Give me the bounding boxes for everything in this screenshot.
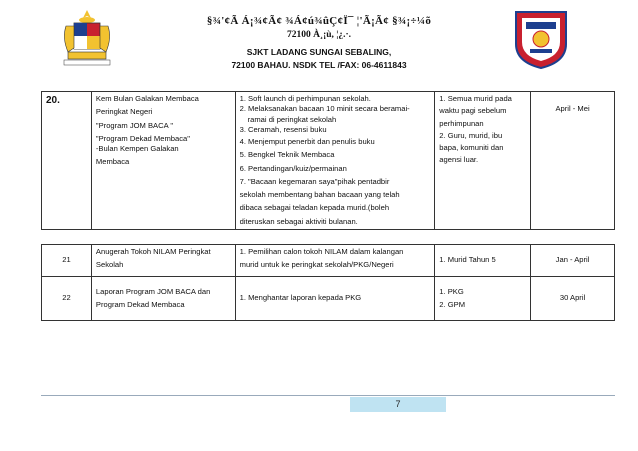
activity-line: dibaca sebagai teladan kepada murid.(boleh — [239, 203, 390, 213]
row-number: 22 — [42, 277, 92, 321]
school-address: 72100 BAHAU. NSDK TEL /FAX: 06-4611843 — [231, 60, 407, 70]
program-line: -Bulan Kempen Galakan — [95, 144, 179, 153]
activity-line: diteruskan sebagai aktiviti bulanan. — [239, 216, 358, 226]
activities-cell — [235, 92, 435, 230]
school-badge-icon — [512, 8, 570, 70]
activity-line: 5. Bengkel Teknik Membaca — [239, 150, 335, 160]
target-line: 2. GPM — [439, 300, 466, 309]
activity-line: murid untuk ke peringkat sekolah/PKG/Negeri — [239, 260, 394, 270]
school-name: SJKT LADANG SUNGAI SEBALING, — [246, 47, 392, 57]
target-cell — [435, 277, 531, 321]
program-table-2 — [41, 244, 615, 321]
activity-line: 3. Ceramah, resensi buku — [239, 124, 327, 134]
time-cell: April - Mei — [531, 92, 615, 230]
target-line: 2. Guru, murid, ibu — [439, 130, 503, 140]
row-number: 20. — [42, 92, 92, 230]
program-line: Program Dekad Membaca — [95, 300, 185, 309]
activity-line: sekolah membentang bahan bacaan yang telah — [239, 190, 400, 199]
target-cell — [435, 92, 531, 230]
program-line: Membaca — [95, 157, 130, 167]
target-cell — [435, 245, 531, 277]
time-cell: Jan - April — [531, 245, 615, 277]
program-line: Peringkat Negeri — [95, 107, 153, 117]
footer-divider — [41, 395, 615, 396]
target-line: bapa, komuniti dan — [439, 143, 504, 152]
target-line: 1. PKG — [439, 286, 464, 296]
activity-line: 1. Menghantar laporan kepada PKG — [239, 293, 362, 303]
program-line: Anugerah Tokoh NILAM Peringkat — [95, 247, 211, 256]
postcode-line-tamil: 72100 À¸¡ù, ¦¿.·. — [286, 30, 352, 40]
activity-line: 2. Melaksanakan bacaan 10 minit secara beramai- — [239, 104, 410, 114]
program-line: Laporan Program JOM BACA dan — [95, 286, 211, 296]
activity-line: 1. Pemilihan calon tokoh NILAM dalam kalangan — [239, 247, 404, 256]
table-row — [42, 245, 615, 277]
target-line: waktu pagi sebelum — [439, 106, 507, 116]
row-number: 21 — [42, 245, 92, 277]
program-name-cell — [91, 277, 235, 321]
activity-line: 4. Menjemput penerbit dan penulis buku — [239, 137, 375, 146]
program-line: Kem Bulan Galakan Membaca — [95, 94, 199, 103]
program-line: Sekolah — [95, 260, 124, 270]
table-row — [42, 92, 615, 230]
target-line: perhimpunan — [439, 118, 484, 128]
time-cell: 30 April — [531, 277, 615, 321]
activity-line: ramai di peringkat sekolah — [247, 114, 337, 124]
target-line: 1. Semua murid pada — [439, 94, 512, 103]
program-line: "Program Dekad Membaca" — [95, 133, 190, 143]
target-line: 1. Murid Tahun 5 — [439, 255, 496, 265]
program-name-cell — [91, 92, 235, 230]
letterhead — [0, 0, 638, 76]
activity-line: 7. "Bacaan kegemaran saya"pihak pentadbir — [239, 176, 390, 186]
program-name-cell — [91, 245, 235, 277]
school-name-tamil: §¾'¢Ã Á¡¾¢Ã¢ ¾Á¢ú¾ûÇ¢Ï¯ ¦'Ã¡Ã¢ §¾¡÷¼õ — [206, 15, 432, 27]
program-table-1 — [41, 91, 615, 230]
activity-line: 1. Soft launch di perhimpunan sekolah. — [239, 94, 371, 103]
target-line: agensi luar. — [439, 155, 479, 165]
activities-cell — [235, 277, 435, 321]
page-number: 7 — [350, 397, 446, 412]
table-row — [42, 277, 615, 321]
program-line: "Program JOM BACA " — [95, 120, 174, 130]
activities-cell — [235, 245, 435, 277]
activity-line: 6. Pertandingan/kuiz/permainan — [239, 163, 347, 173]
